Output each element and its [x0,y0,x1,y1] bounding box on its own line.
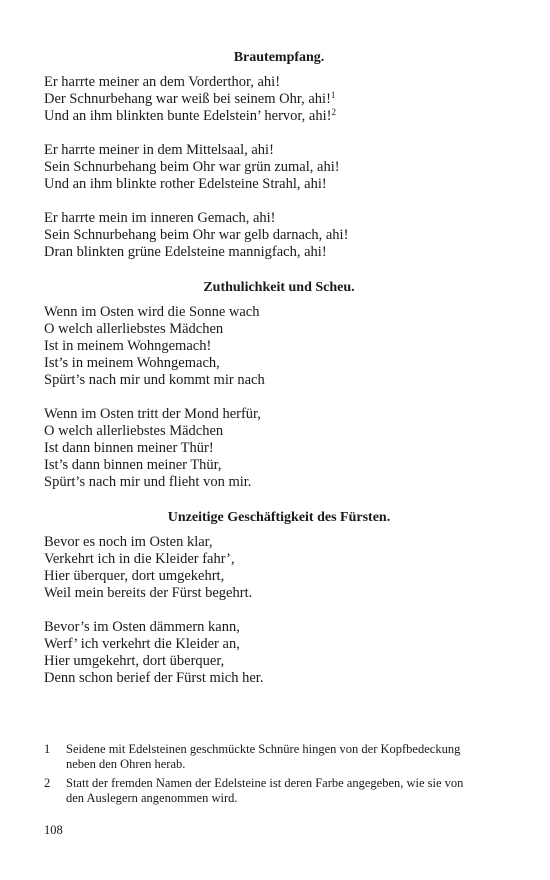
verse-line: O welch allerliebstes Mädchen [44,321,224,337]
footnote [44,776,480,806]
stanza [44,210,514,261]
footnotes [44,742,480,810]
verse-text: Er harrte meiner an dem Vorderthor, ahi! [44,74,281,90]
footnote-marker[interactable]: 2 [331,107,336,117]
verse-line: Bevor’s im Osten dämmern kann, [44,619,240,635]
verse-line: Hier überquer, dort umgekehrt, [44,568,225,584]
poem [44,508,514,687]
stanza [44,619,514,687]
verse-line: Er harrte meiner in dem Mittelsaal, ahi! [44,142,274,158]
verse-line: O welch allerliebstes Mädchen [44,423,224,439]
verse-line: Wenn im Osten wird die Sonne wach [44,304,260,320]
verse-line: Spürt’s nach mir und kommt mir nach [44,372,265,388]
page-body [44,48,514,704]
verse-line [44,108,514,125]
verse-line: Weil mein bereits der Fürst begehrt. [44,585,253,601]
verse-line: Werf’ ich verkehrt die Kleider an, [44,636,240,652]
verse-line: Verkehrt ich in die Kleider fahr’, [44,551,235,567]
verse-line: Ist in meinem Wohngemach! [44,338,212,354]
footnote-number: 2 [44,776,51,790]
stanza [44,74,514,125]
verse-line: Hier umgekehrt, dort überquer, [44,653,225,669]
stanza [44,304,514,389]
verse-line [44,74,514,91]
verse-line: Bevor es noch im Osten klar, [44,534,213,550]
poem [44,278,514,491]
stanza [44,534,514,602]
footnote [44,742,480,772]
verse-line: Denn schon berief der Fürst mich her. [44,670,264,686]
poem-title: Zuthulichkeit und Scheu. [203,280,355,295]
footnote-text: Seidene mit Edelsteinen geschmückte Schnüre hingen von der Kopfbedeckung neben den Ohren herab. [66,742,461,771]
footnote-marker[interactable]: 1 [330,90,336,100]
verse-text: Und an ihm blinkten bunte Edelstein’ hervor, ahi! [44,108,332,124]
verse-line: Sein Schnurbehang beim Ohr war grün zumal, ahi! [44,159,340,175]
poem-title: Brautempfang. [233,50,325,65]
verse-line [44,91,514,108]
verse-line: Spürt’s nach mir und flieht von mir. [44,474,252,490]
poem [44,48,514,261]
verse-line: Ist’s in meinem Wohngemach, [44,355,220,371]
verse-line: Dran blinkten grüne Edelsteine mannigfach, ahi! [44,244,327,260]
footnote-text: Statt der fremden Namen der Edelsteine ist deren Farbe angegeben, wie sie von den Auslegern angenommen wird. [66,776,464,805]
footnote-number: 1 [44,742,51,756]
verse-line: Ist dann binnen meiner Thür! [44,440,214,456]
verse-line: Wenn im Osten tritt der Mond herfür, [44,406,261,422]
stanza [44,406,514,491]
poem-title: Unzeitige Geschäftigkeit des Fürsten. [167,510,391,525]
verse-text: Der Schnurbehang war weiß bei seinem Ohr, ahi! [44,91,331,107]
page-number: 108 [44,823,63,837]
verse-line: Ist’s dann binnen meiner Thür, [44,457,222,473]
verse-line: Und an ihm blinkte rother Edelsteine Strahl, ahi! [44,176,327,192]
verse-line: Sein Schnurbehang beim Ohr war gelb darnach, ahi! [44,227,349,243]
stanza [44,142,514,193]
verse-line: Er harrte mein im inneren Gemach, ahi! [44,210,276,226]
